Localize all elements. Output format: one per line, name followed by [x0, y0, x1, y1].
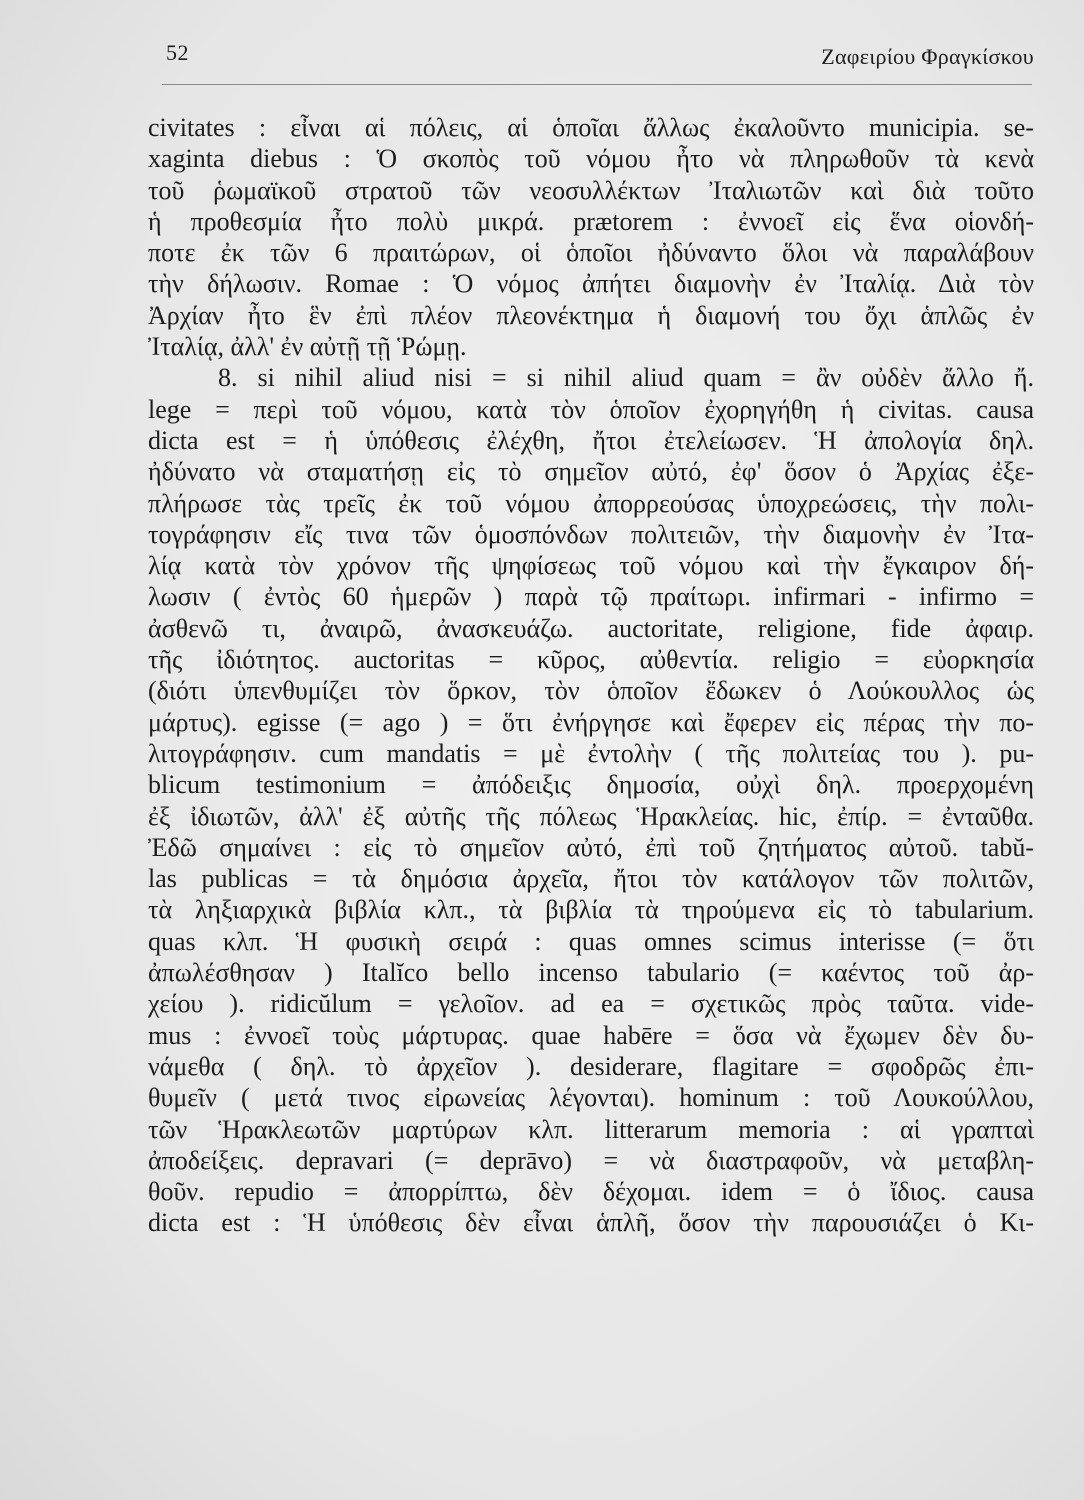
text-line: ἀποδείξεις. depravari (= deprāvo) = νὰ διαστραφοῦν, νὰ μεταβλη-: [148, 1145, 1034, 1175]
text-line: dicta est : Ἡ ὑπόθεσις δὲν εἶναι ἁπλῆ, ὅσον τὴν παρουσιάζει ὁ Κι-: [148, 1208, 1034, 1238]
text-line: ἠδύνατο νὰ σταματήσῃ εἰς τὸ σημεῖον αὐτό, ἐφ' ὅσον ὁ Ἀρχίας ἐξε-: [148, 457, 1034, 487]
text-line: las publicas = τὰ δημόσια ἀρχεῖα, ἤτοι τὸν κατάλογον τῶν πολιτῶν,: [148, 864, 1034, 894]
text-line: χείου ). ridicŭlum = γελοῖον. ad ea = σχετικῶς πρὸς ταῦτα. vide-: [148, 989, 1034, 1019]
text-line: λωσιν ( ἐντὸς 60 ἡμερῶν ) παρὰ τῷ πραίτωρι. infirmari - infirmo =: [148, 582, 1034, 612]
text-line: Ἐδῶ σημαίνει : εἰς τὸ σημεῖον αὐτό, ἐπὶ τοῦ ζητήματος αὐτοῦ. tabŭ-: [148, 832, 1034, 862]
text-line: Ἰταλίᾳ, ἀλλ' ἐν αὐτῇ τῇ Ῥώμῃ.: [148, 332, 467, 362]
text-line: xaginta diebus : Ὁ σκοπὸς τοῦ νόμου ἦτο νὰ πληρωθοῦν τὰ κενὰ: [148, 144, 1034, 174]
text-line: λίᾳ κατὰ τὸν χρόνον τῆς ψηφίσεως τοῦ νόμου καὶ τὴν ἔγκαιρον δή-: [148, 551, 1034, 581]
text-line: τὴν δήλωσιν. Romae : Ὁ νόμος ἀπήτει διαμονὴν ἐν Ἰταλίᾳ. Διὰ τὸν: [148, 269, 1034, 299]
text-line: ἀπωλέσθησαν ) Italĭco bello incenso tabulario (= καέντος τοῦ ἀρ-: [148, 958, 1034, 988]
text-line: λιτογράφησιν. cum mandatis = μὲ ἐντολὴν ( τῆς πολιτείας του ). pu-: [148, 738, 1034, 768]
text-line: 8. si nihil aliud nisi = si nihil aliud quam = ἂν οὐδὲν ἄλλο ἤ.: [218, 363, 1034, 393]
text-line: μάρτυς). egisse (= ago ) = ὅτι ἐνήργησε καὶ ἔφερεν εἰς πέρας τὴν πο-: [148, 707, 1034, 737]
text-line: (διότι ὑπενθυμίζει τὸν ὅρκον, τὸν ὁποῖον ἔδωκεν ὁ Λούκουλλος ὡς: [148, 676, 1034, 706]
running-head: Ζαφειρίου Φραγκίσκου: [821, 44, 1034, 69]
text-line: πλήρωσε τὰς τρεῖς ἐκ τοῦ νόμου ἀπορρεούσας ὑποχρεώσεις, τὴν πολι-: [148, 488, 1034, 518]
text-line: ἡ προθεσμία ἦτο πολὺ μικρά. prætorem : ἐννοεῖ εἰς ἕνα οἱονδή-: [148, 206, 1034, 236]
text-line: quas κλπ. Ἡ φυσικὴ σειρά : quas omnes scimus interisse (= ὅτι: [148, 926, 1034, 956]
text-line: τῶν Ἡρακλεωτῶν μαρτύρων κλπ. litterarum memoria : αἱ γραπταὶ: [148, 1114, 1034, 1144]
text-line: dicta est = ἡ ὑπόθεσις ἐλέχθη, ἤτοι ἐτελείωσεν. Ἡ ἀπολογία δηλ.: [148, 425, 1034, 455]
text-line: lege = περὶ τοῦ νόμου, κατὰ τὸν ὁποῖον ἐχορηγήθη ἡ civitas. causa: [148, 394, 1034, 424]
text-line: ποτε ἐκ τῶν 6 πραιτώρων, οἱ ὁποῖοι ἠδύναντο ὅλοι νὰ παραλάβουν: [148, 238, 1034, 268]
page-number: 52: [166, 40, 189, 65]
text-line: ἀσθενῶ τι, ἀναιρῶ, ἀνασκευάζω. auctoritate, religione, fide ἀφαιρ.: [148, 613, 1034, 643]
commentary-text: [148, 112, 1034, 1239]
text-line: τογράφησιν εἴς τινα τῶν ὁμοσπόνδων πολιτειῶν, τὴν διαμονὴν ἐν Ἰτα-: [148, 519, 1034, 549]
text-line: θυμεῖν ( μετά τινος εἰρωνείας λέγονται). hominum : τοῦ Λουκούλλου,: [148, 1083, 1034, 1113]
text-line: Ἀρχίαν ἦτο ἓν ἐπὶ πλέον πλεονέκτημα ἡ διαμονή του ὄχι ἁπλῶς ἐν: [148, 300, 1034, 330]
text-line: τῆς ἰδιότητος. auctoritas = κῦρος, αὐθεντία. religio = εὐορκησία: [148, 645, 1034, 675]
text-line: νάμεθα ( δηλ. τὸ ἀρχεῖον ). desiderare, flagitare = σφοδρῶς ἐπι-: [148, 1051, 1034, 1081]
text-line: mus : ἐννοεῖ τοὺς μάρτυρας. quae habēre = ὅσα νὰ ἔχωμεν δὲν δυ-: [148, 1020, 1034, 1050]
header-rule: [162, 84, 1032, 85]
text-line: ἐξ ἰδιωτῶν, ἀλλ' ἐξ αὐτῆς τῆς πόλεως Ἡρακλείας. hic, ἐπίρ. = ἐνταῦθα.: [148, 801, 1034, 831]
text-line: θοῦν. repudio = ἀπορρίπτω, δὲν δέχομαι. idem = ὁ ἴδιος. causa: [148, 1177, 1034, 1207]
text-line: blicum testimonium = ἀπόδειξις δημοσία, οὐχὶ δηλ. προερχομένη: [148, 770, 1034, 800]
text-line: civitates : εἶναι αἱ πόλεις, αἱ ὁποῖαι ἄλλως ἐκαλοῦντο municipia. se-: [148, 113, 1034, 142]
text-line: τοῦ ῥωμαϊκοῦ στρατοῦ τῶν νεοσυλλέκτων Ἰταλιωτῶν καὶ διὰ τοῦτο: [148, 175, 1034, 205]
text-line: τὰ ληξιαρχικὰ βιβλία κλπ., τὰ βιβλία τὰ τηρούμενα εἰς τὸ tabularium.: [148, 895, 1034, 925]
